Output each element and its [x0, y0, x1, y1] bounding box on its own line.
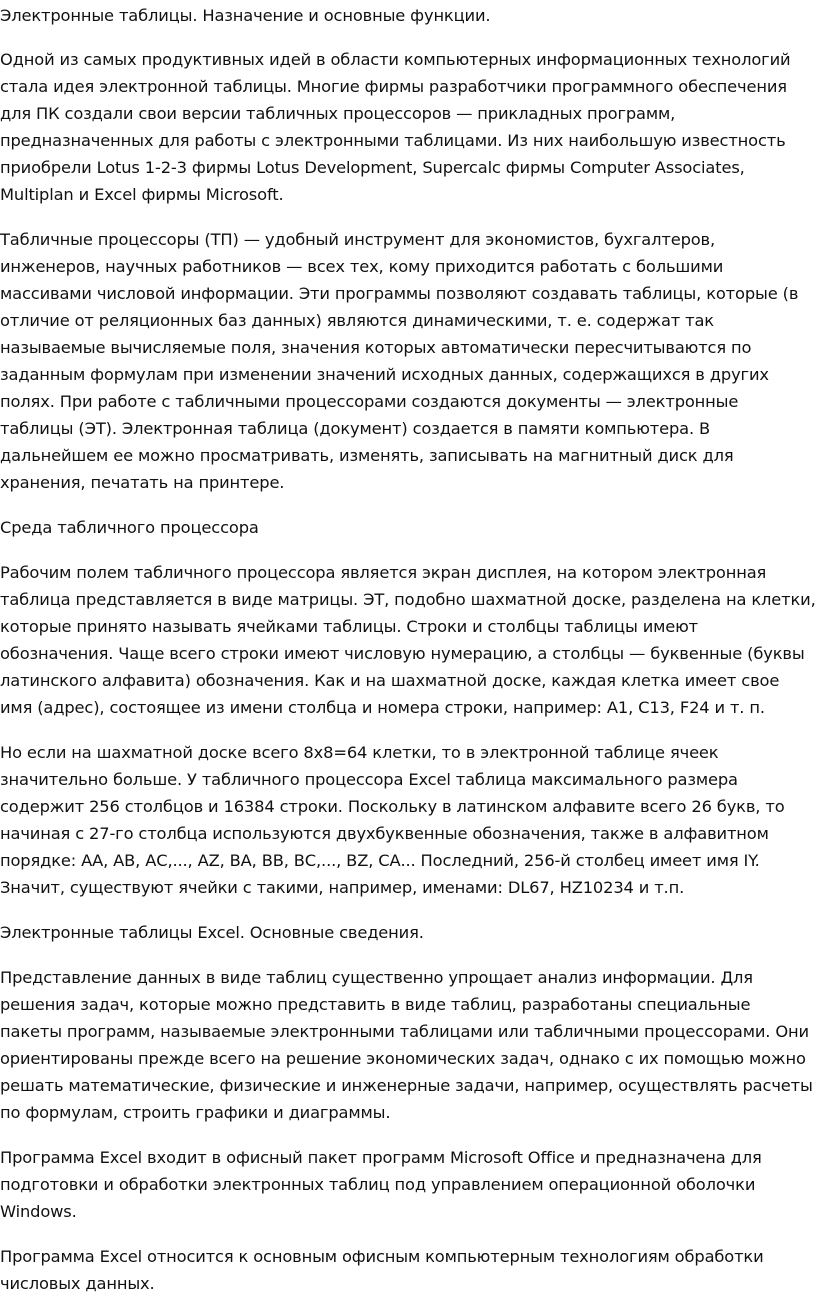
section-heading-environment: Среда табличного процессора	[0, 518, 259, 537]
section-heading-excel: Электронные таблицы Excel. Основные сведения.	[0, 923, 424, 942]
paragraph-spreadsheet-idea: Одной из самых продуктивных идей в области компьютерных информационных технологий стала идея электронной таблицы. Многие фирмы разработчики программного обеспечения для ПК создали свои версии табличных процессоров — прикладных программ, предназначенных для работы с электронными таблицами. Из них наибольшую известность приобрели Lotus 1-2-3 фирмы Lotus Development, Supercalc фирмы Computer Associates, Multiplan и Excel фирмы Microsoft.	[0, 50, 791, 204]
paragraph-data-representation: Представление данных в виде таблиц существенно упрощает анализ информации. Для решения задач, которые можно представить в виде таблиц, разработаны специальные пакеты программ, называемые электронными таблицами или табличными процессорами. Они ориентированы прежде всего на решение экономических задач, однако с их помощью можно решать математические, физические и инженерные задачи, например, осуществлять расчеты по формулам, строить графики и диаграммы.	[0, 968, 813, 1122]
paragraph-cell-count: Но если на шахматной доске всего 8х8=64 клетки, то в электронной таблице ячеек значительно больше. У табличного процессора Excel таблица максимального размера содержит 256 столбцов и 16384 строки. Поскольку в латинском алфавите всего 26 букв, то начиная с 27-го столбца используются двухбуквенные обозначения, также в алфавитном порядке: АА, АВ, АС,..., AZ, ВА, ВВ, ВС,..., BZ, СА... Последний, 256-й столбец имеет имя IY. Значит, существуют ячейки с такими, например, именами: DL67, HZ10234 и т.п.	[0, 743, 785, 897]
paragraph-working-field: Рабочим полем табличного процессора является экран дисплея, на котором электронная таблица представляется в виде матрицы. ЭТ, подобно шахматной доске, разделена на клетки, которые принято называть ячейками таблицы. Строки и столбцы таблицы имеют обозначения. Чаще всего строки имеют числовую нумерацию, а столбцы — буквенные (буквы латинского алфавита) обозначения. Как и на шахматной доске, каждая клетка имеет свое имя (адрес), состоящее из имени столбца и номера строки, например: А1, С13, F24 и т. п.	[0, 563, 816, 717]
paragraph-table-processors: Табличные процессоры (ТП) — удобный инструмент для экономистов, бухгалтеров, инженеров, научных работников — всех тех, кому приходится работать с большими массивами числовой информации. Эти программы позволяют создавать таблицы, которые (в отличие от реляционных баз данных) являются динамическими, т. е. содержат так называемые вычисляемые поля, значения которых автоматически пересчитываются по заданным формулам при изменении значений исходных данных, содержащихся в других полях. При работе с табличными процессорами создаются документы — электронные таблицы (ЭТ). Электронная таблица (документ) создается в памяти компьютера. В дальнейшем ее можно просматривать, изменять, записывать на магнитный диск для хранения, печатать на принтере.	[0, 230, 799, 492]
document-title: Электронные таблицы. Назначение и основные функции.	[0, 6, 491, 25]
paragraph-excel-office: Программа Excel входит в офисный пакет программ Microsoft Office и предназначена для подготовки и обработки электронных таблиц под управлением операционной оболочки Windows.	[0, 1148, 762, 1221]
paragraph-excel-technologies: Программа Excel относится к основным офисным компьютерным технологиям обработки числовых данных.	[0, 1247, 764, 1293]
